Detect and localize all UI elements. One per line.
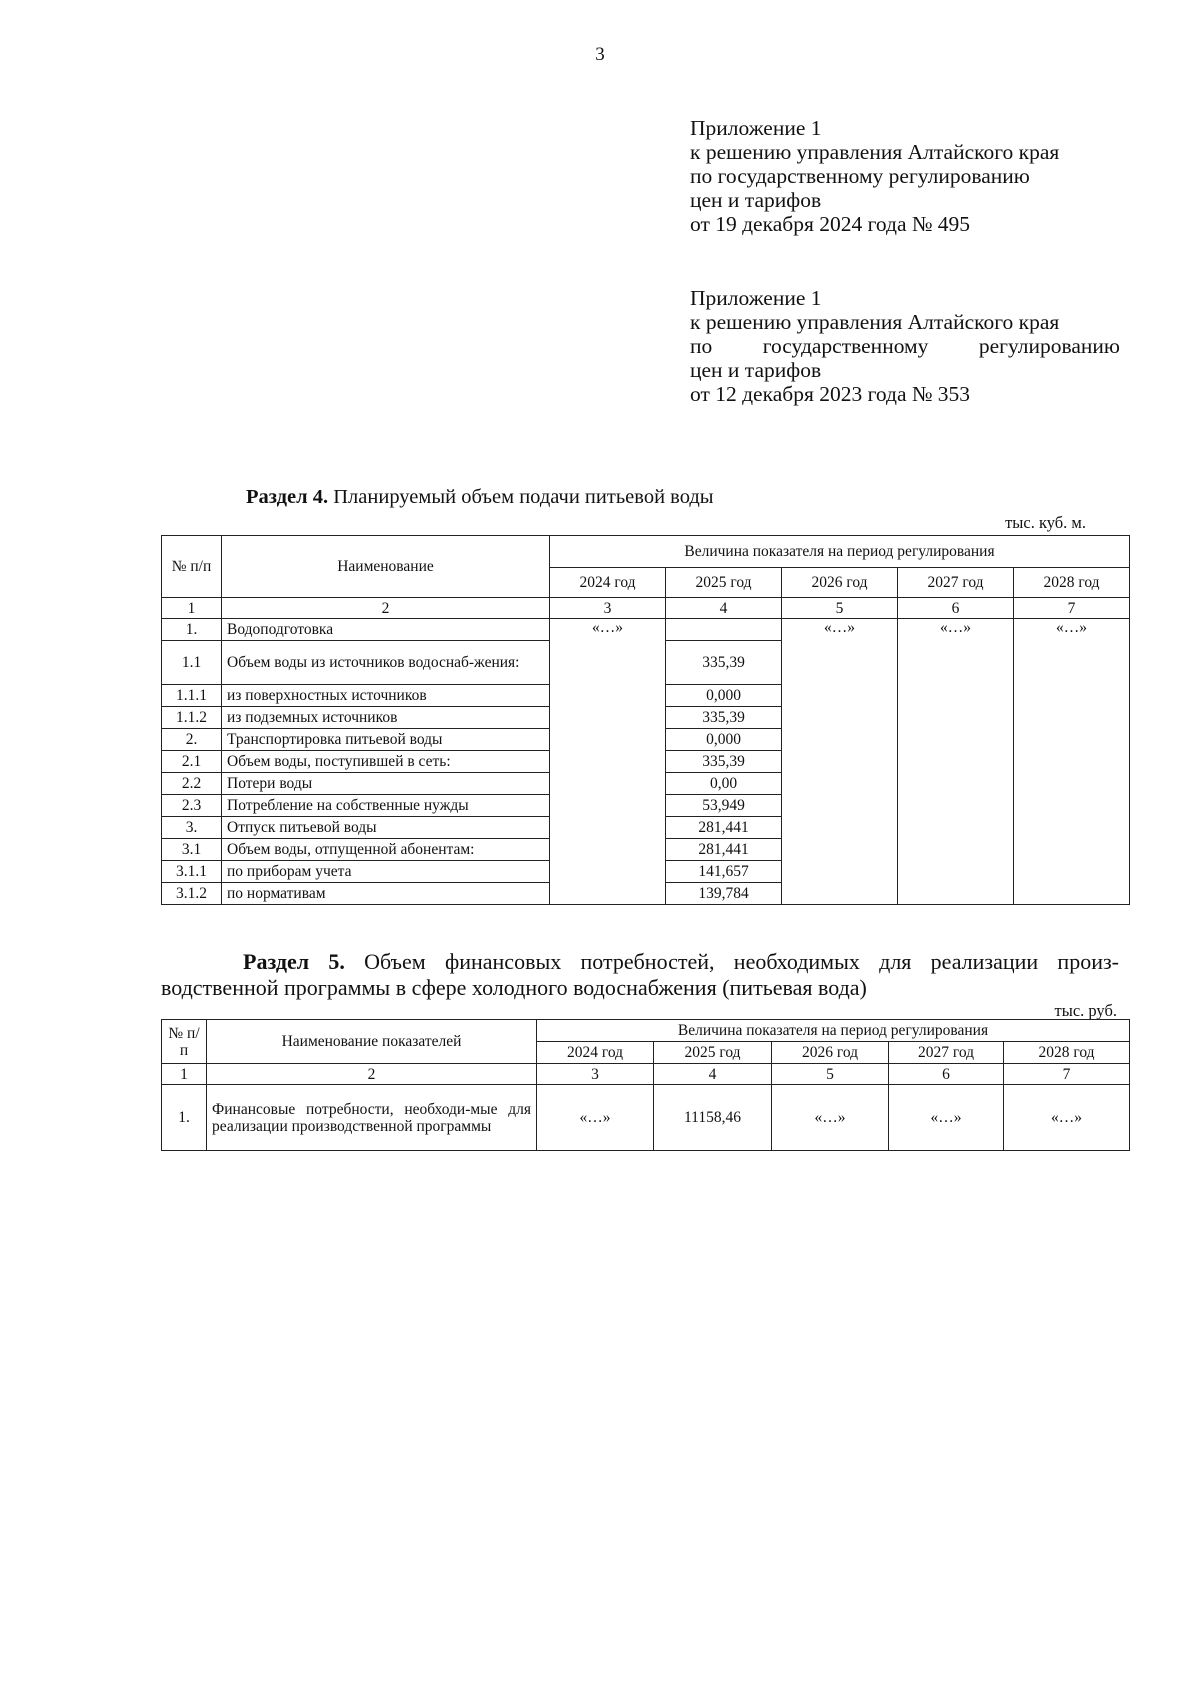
header-name: Наименование [222, 536, 550, 598]
row-name: Финансовые потребности, необходи-мые для реализации производственной программы [207, 1085, 537, 1151]
section5-title [161, 949, 1119, 1001]
value-2025: 11158,46 [654, 1085, 772, 1151]
col-number: 6 [889, 1064, 1004, 1085]
value-2025: 0,000 [666, 729, 782, 751]
value-2027: «…» [889, 1085, 1004, 1151]
value-2027: «…» [898, 619, 1014, 905]
value-2024: «…» [550, 619, 666, 905]
annex-line: Приложение 1 [690, 116, 822, 140]
row-name: по нормативам [222, 883, 550, 905]
header-name: Наименование показателей [207, 1020, 537, 1064]
row-num: 1.1.1 [162, 685, 222, 707]
annex-line: цен и тарифов [690, 358, 822, 382]
row-name: Транспортировка питьевой воды [222, 729, 550, 751]
col-number: 3 [537, 1064, 654, 1085]
header-year: 2024 год [537, 1042, 654, 1064]
row-name: Объем воды из источников водоснаб-жения: [222, 641, 550, 685]
section4-title-text: Планируемый объем подачи питьевой воды [328, 486, 714, 508]
section5-unit: тыс. руб. [1054, 1001, 1117, 1020]
page-number: 3 [595, 44, 605, 65]
annex-line: цен и тарифов [690, 188, 822, 212]
col-number: 5 [782, 598, 898, 619]
value-2025: 0,000 [666, 685, 782, 707]
value-2025: 0,00 [666, 773, 782, 795]
col-number: 4 [654, 1064, 772, 1085]
row-num: 2.2 [162, 773, 222, 795]
value-2025: 335,39 [666, 641, 782, 685]
header-year: 2028 год [1004, 1042, 1130, 1064]
section5-title-line2: водственной программы в сфере холодного водоснабжения (питьевая вода) [161, 975, 867, 1000]
row-num: 1.1 [162, 641, 222, 685]
row-num: 1. [162, 1085, 207, 1151]
header-num: № п/п [162, 536, 222, 598]
row-name: Объем воды, отпущенной абонентам: [222, 839, 550, 861]
value-2024: «…» [537, 1085, 654, 1151]
value-2025: 335,39 [666, 707, 782, 729]
col-number: 1 [162, 1064, 207, 1085]
col-number: 7 [1014, 598, 1130, 619]
row-num: 1. [162, 619, 222, 641]
annex-line: к решению управления Алтайского края [690, 310, 1060, 334]
row-num: 3. [162, 817, 222, 839]
row-name: Объем воды, поступившей в сеть: [222, 751, 550, 773]
col-number: 2 [222, 598, 550, 619]
header-year: 2024 год [550, 568, 666, 598]
row-name: из подземных источников [222, 707, 550, 729]
col-number: 3 [550, 598, 666, 619]
value-2025: 335,39 [666, 751, 782, 773]
row-name: из поверхностных источников [222, 685, 550, 707]
header-year: 2027 год [889, 1042, 1004, 1064]
value-2025: 281,441 [666, 839, 782, 861]
value-2025: 53,949 [666, 795, 782, 817]
header-period: Величина показателя на период регулирования [550, 536, 1130, 568]
header-year: 2028 год [1014, 568, 1130, 598]
row-num: 2. [162, 729, 222, 751]
row-name: по приборам учета [222, 861, 550, 883]
row-name: Потребление на собственные нужды [222, 795, 550, 817]
header-year: 2026 год [772, 1042, 889, 1064]
section5-table [161, 1019, 1130, 1151]
col-number: 7 [1004, 1064, 1130, 1085]
section5-title-line1: Объем финансовых потребностей, необходимых для реализации произ- [344, 949, 1119, 974]
row-name: Потери воды [222, 773, 550, 795]
col-number: 1 [162, 598, 222, 619]
row-name: Отпуск питьевой воды [222, 817, 550, 839]
col-number: 4 [666, 598, 782, 619]
header-year: 2026 год [782, 568, 898, 598]
value-2025 [666, 619, 782, 641]
value-2026: «…» [772, 1085, 889, 1151]
row-num: 3.1 [162, 839, 222, 861]
section5-title-bold: Раздел 5. [243, 949, 345, 974]
annex-line: от 12 декабря 2023 года № 353 [690, 382, 970, 406]
header-year: 2025 год [654, 1042, 772, 1064]
section4-title-bold: Раздел 4. [246, 486, 329, 508]
value-2025: 139,784 [666, 883, 782, 905]
value-2025: 281,441 [666, 817, 782, 839]
header-period: Величина показателя на период регулирования [537, 1020, 1130, 1042]
annex-line: по государственному регулированию [690, 334, 1120, 358]
row-num: 3.1.2 [162, 883, 222, 905]
annex-line: к решению управления Алтайского края [690, 140, 1060, 164]
section4-title [246, 486, 714, 509]
row-num: 2.3 [162, 795, 222, 817]
annex-line: Приложение 1 [690, 286, 822, 310]
table-row [162, 619, 1130, 641]
value-2025: 141,657 [666, 861, 782, 883]
header-year: 2027 год [898, 568, 1014, 598]
header-year: 2025 год [666, 568, 782, 598]
row-num: 3.1.1 [162, 861, 222, 883]
annex-line: от 19 декабря 2024 года № 495 [690, 212, 970, 236]
value-2028: «…» [1014, 619, 1130, 905]
annex-line: по государственному регулированию [690, 164, 1030, 188]
row-name: Водоподготовка [222, 619, 550, 641]
value-2028: «…» [1004, 1085, 1130, 1151]
row-num: 2.1 [162, 751, 222, 773]
table-row [162, 1085, 1130, 1151]
col-number: 2 [207, 1064, 537, 1085]
section4-unit: тыс. куб. м. [1005, 513, 1086, 532]
annex-current-block [690, 116, 1120, 236]
annex-previous-block [690, 286, 1120, 406]
section4-table [161, 535, 1130, 905]
header-num: № п/п [162, 1020, 207, 1064]
col-number: 6 [898, 598, 1014, 619]
row-num: 1.1.2 [162, 707, 222, 729]
col-number: 5 [772, 1064, 889, 1085]
value-2026: «…» [782, 619, 898, 905]
